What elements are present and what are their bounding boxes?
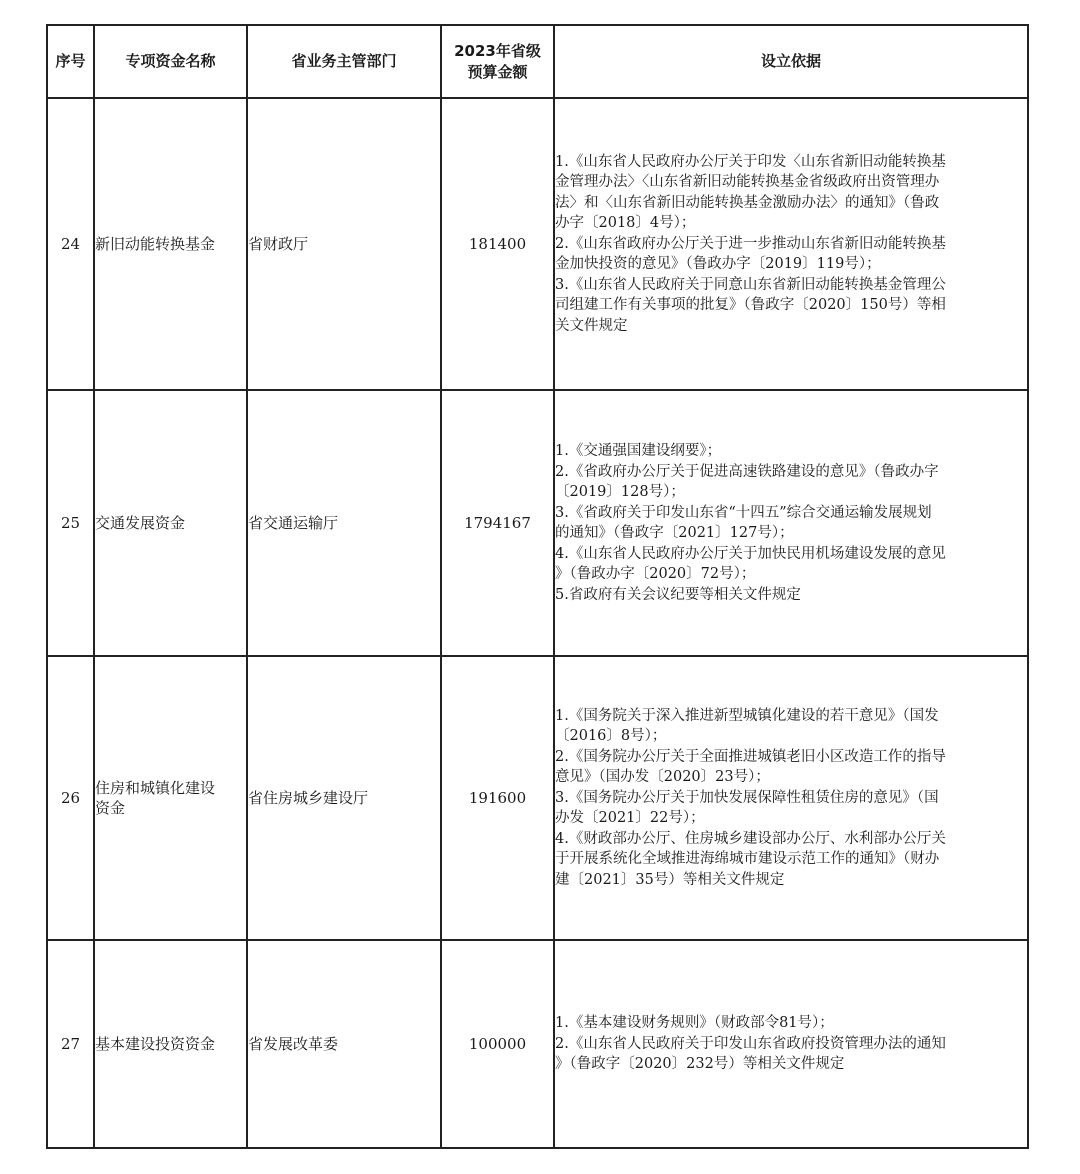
fund-name-line2: 资金	[95, 799, 126, 817]
cell-budget-amount: 1794167	[441, 390, 554, 656]
basis-line: 4.《山东省人民政府办公厅关于加快民用机场建设发展的意见	[555, 545, 946, 562]
cell-fund-name: 交通发展资金	[94, 390, 247, 656]
cell-fund-name	[94, 656, 247, 940]
basis-line: 1.《国务院关于深入推进新型城镇化建设的若干意见》（国发	[555, 707, 939, 724]
header-fund-name: 专项资金名称	[94, 25, 247, 98]
cell-department: 省交通运输厅	[247, 390, 441, 656]
basis-line: 办字〔2018〕4号）；	[555, 215, 696, 232]
table-row	[47, 98, 1028, 390]
header-serial-number: 序号	[47, 25, 94, 98]
cell-budget-amount: 100000	[441, 940, 554, 1148]
basis-line: 〔2019〕128号）；	[555, 484, 685, 500]
funds-table	[46, 24, 1029, 1149]
cell-department: 省财政厅	[247, 98, 441, 390]
basis-line: 3.《省政府关于印发山东省“十四五”综合交通运输发展规划	[555, 504, 932, 521]
cell-serial-number: 27	[47, 940, 94, 1148]
cell-fund-name: 新旧动能转换基金	[94, 98, 247, 390]
fund-name-line1: 住房和城镇化建设	[95, 779, 216, 797]
cell-serial-number: 25	[47, 390, 94, 656]
cell-department: 省发展改革委	[247, 940, 441, 1148]
basis-line: 金管理办法〉〈山东省新旧动能转换基金省级政府出资管理办	[555, 174, 940, 191]
basis-line: 1.《山东省人民政府办公厅关于印发〈山东省新旧动能转换基	[555, 153, 946, 170]
basis-line: 2.《省政府办公厅关于促进高速铁路建设的意见》（鲁政办字	[555, 463, 939, 480]
header-department: 省业务主管部门	[247, 25, 441, 98]
header-budget-amount	[441, 25, 554, 98]
header-budget-amount-line1: 2023年省级	[454, 41, 541, 60]
cell-fund-name: 基本建设投资资金	[94, 940, 247, 1148]
cell-basis	[554, 940, 1028, 1148]
cell-basis	[554, 98, 1028, 390]
cell-budget-amount: 181400	[441, 98, 554, 390]
cell-serial-number: 24	[47, 98, 94, 390]
basis-line: 1.《交通强国建设纲要》；	[555, 443, 722, 459]
basis-line: 法〉和〈山东省新旧动能转换基金激励办法〉的通知》（鲁政	[555, 194, 940, 211]
basis-line: 〔2016〕8号）；	[555, 728, 667, 745]
header-basis: 设立依据	[554, 25, 1028, 98]
table-row	[47, 390, 1028, 656]
basis-line: 建〔2021〕35号）等相关文件规定	[555, 871, 785, 888]
basis-line: 的通知》（鲁政字〔2021〕127号）；	[555, 525, 794, 541]
basis-line: 》（鲁政办字〔2020〕72号）；	[555, 566, 756, 582]
basis-line: 意见》（国办发〔2020〕23号）；	[555, 769, 770, 786]
basis-line: 关文件规定	[555, 317, 628, 334]
table-row	[47, 940, 1028, 1148]
basis-line: 办发〔2021〕22号）；	[555, 810, 705, 827]
basis-line: 5.省政府有关会议纪要等相关文件规定	[555, 586, 801, 603]
basis-line: 金加快投资的意见》（鲁政办字〔2019〕119号）；	[555, 256, 881, 273]
table-header-row	[47, 25, 1028, 98]
cell-basis	[554, 390, 1028, 656]
basis-line: 3.《国务院办公厅关于加快发展保障性租赁住房的意见》（国	[555, 789, 939, 806]
basis-line: 1.《基本建设财务规则》（财政部令81号）；	[555, 1015, 834, 1032]
cell-budget-amount: 191600	[441, 656, 554, 940]
basis-line: 2.《山东省人民政府关于印发山东省政府投资管理办法的通知	[555, 1035, 946, 1052]
basis-line: 》（鲁政字〔2020〕232号）等相关文件规定	[555, 1056, 845, 1073]
basis-line: 2.《山东省政府办公厅关于进一步推动山东省新旧动能转换基	[555, 235, 946, 252]
table-row	[47, 656, 1028, 940]
cell-serial-number: 26	[47, 656, 94, 940]
basis-line: 司组建工作有关事项的批复》（鲁政字〔2020〕150号）等相	[555, 297, 946, 314]
cell-basis	[554, 656, 1028, 940]
header-budget-amount-line2: 预算金额	[467, 62, 528, 81]
basis-line: 于开展系统化全域推进海绵城市建设示范工作的通知》（财办	[555, 851, 940, 868]
cell-department: 省住房城乡建设厅	[247, 656, 441, 940]
basis-line: 4.《财政部办公厅、住房城乡建设部办公厅、水利部办公厅关	[555, 830, 946, 847]
basis-line: 3.《山东省人民政府关于同意山东省新旧动能转换基金管理公	[555, 276, 946, 293]
basis-line: 2.《国务院办公厅关于全面推进城镇老旧小区改造工作的指导	[555, 748, 946, 765]
